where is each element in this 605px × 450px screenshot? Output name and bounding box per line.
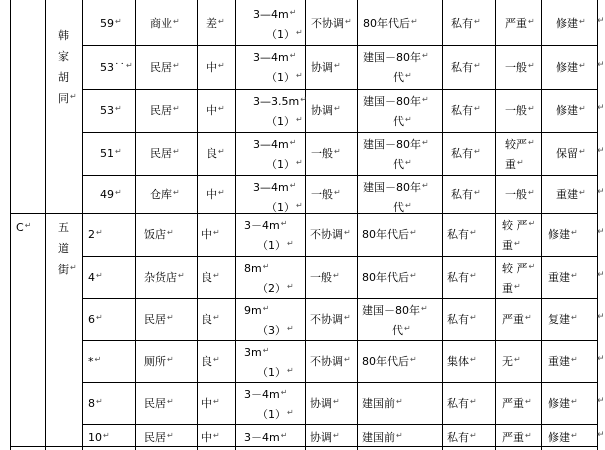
house-number: 53˙˙ ↵ (100, 56, 133, 80)
row-end-mark: ↵ (597, 187, 605, 197)
cell-era: 建国－80年 ↵ (363, 46, 429, 70)
cell-damage: 一般 ↵ (505, 183, 535, 207)
cell-height: 3—4m ↵ (253, 3, 296, 27)
ownership: 私有 ↵ (451, 183, 481, 207)
cell-damage: 重 ↵ (502, 277, 521, 301)
suggestion: 保留 ↵ (556, 142, 586, 166)
ownership: 私有 ↵ (447, 266, 477, 290)
cell-era: 建国前 ↵ (362, 392, 403, 416)
cell-damage: 重 ↵ (505, 153, 524, 177)
style-harmony: 协调 ↵ (310, 392, 340, 416)
cell-height: 3m ↵ (244, 341, 269, 365)
row-end-mark: ↵ (597, 146, 605, 156)
style-harmony: 一般 ↵ (311, 142, 341, 166)
building-quality: 中 ↵ (201, 426, 220, 450)
cell-height: （1） ↵ (257, 234, 294, 258)
cell-height: （1） ↵ (266, 66, 303, 90)
house-number: 8 ↵ (88, 392, 103, 416)
row-end-mark: ↵ (597, 270, 605, 280)
style-harmony: 协调 ↵ (311, 56, 341, 80)
cell-era: 80年代后 ↵ (362, 266, 417, 290)
house-number: 49 ↵ (100, 183, 122, 207)
building-use: 民居 ↵ (150, 142, 180, 166)
table-grid-line (82, 340, 597, 341)
street-name-char: 五 (58, 221, 69, 234)
suggestion: 复建 ↵ (548, 308, 578, 332)
suggestion: 重建 ↵ (548, 266, 578, 290)
building-use: 民居 ↵ (150, 56, 180, 80)
cell-damage: 重 ↵ (502, 234, 521, 258)
street-name-char: 同 ↵ (58, 87, 77, 111)
house-number: 59 ↵ (100, 12, 122, 36)
table-grid-line (442, 0, 443, 450)
house-number: 10 ↵ (88, 426, 110, 450)
cell-height: 3－4m ↵ (244, 383, 287, 407)
style-harmony: 不协调 ↵ (310, 350, 351, 374)
cell-era: 代 ↵ (393, 196, 412, 220)
building-quality: 良 ↵ (206, 142, 225, 166)
building-quality: 良 ↵ (201, 308, 220, 332)
cell-era: 代 ↵ (393, 66, 412, 90)
cell-era: 建国前 ↵ (362, 426, 403, 450)
style-harmony: 一般 ↵ (311, 183, 341, 207)
cell-height: （1） ↵ (266, 23, 303, 47)
cell-era: 代 ↵ (393, 110, 412, 134)
table-grid-line (82, 89, 597, 90)
cell-damage: 严重 ↵ (502, 392, 532, 416)
table-grid-line (45, 0, 46, 450)
house-number: 4 ↵ (88, 266, 103, 290)
row-end-mark: ↵ (597, 60, 605, 70)
cell-damage: 较 严 ↵ (502, 257, 535, 281)
row-end-mark: ↵ (597, 103, 605, 113)
table-grid-line (82, 0, 83, 450)
building-use: 饭店 ↵ (144, 223, 174, 247)
suggestion: 修建 ↵ (556, 56, 586, 80)
table-grid-line (495, 0, 496, 450)
table-grid-line (10, 0, 11, 450)
ownership: 私有 ↵ (447, 308, 477, 332)
cell-era: 建国－80年 ↵ (362, 299, 428, 323)
style-harmony: 不协调 ↵ (311, 12, 352, 36)
section-code: C ↵ (16, 216, 31, 240)
house-number: 6 ↵ (88, 308, 103, 332)
cell-era: 80年代后 ↵ (362, 223, 417, 247)
cell-height: （1） ↵ (257, 361, 294, 385)
cell-height: （1） ↵ (257, 403, 294, 427)
cell-height: 3－4m ↵ (244, 214, 287, 238)
suggestion: 修建 ↵ (556, 12, 586, 36)
style-harmony: 不协调 ↵ (310, 223, 351, 247)
building-use: 民居 ↵ (150, 99, 180, 123)
style-harmony: 不协调 ↵ (310, 308, 351, 332)
cell-height: （1） ↵ (266, 110, 303, 134)
cell-height: 8m ↵ (244, 257, 269, 281)
building-use: 杂货店 ↵ (144, 266, 185, 290)
cell-era: 80年代后 ↵ (363, 12, 418, 36)
building-use: 民居 ↵ (144, 308, 174, 332)
cell-height: 3—4m ↵ (253, 176, 296, 200)
cell-era: 建国－80年 ↵ (363, 176, 429, 200)
cell-damage: 一般 ↵ (505, 99, 535, 123)
table-grid-line (82, 45, 597, 46)
table-grid-line (357, 0, 358, 450)
table-grid-line (305, 0, 306, 450)
cell-damage: 无 ↵ (502, 350, 521, 374)
ownership: 私有 ↵ (451, 56, 481, 80)
cell-height: 3—4m ↵ (253, 133, 296, 157)
street-name-char: 道 (58, 242, 69, 255)
style-harmony: 协调 ↵ (311, 99, 341, 123)
ownership: 私有 ↵ (451, 12, 481, 36)
house-number: 51 ↵ (100, 142, 122, 166)
building-use: 商业 ↵ (150, 12, 180, 36)
house-number: * ↵ (88, 350, 101, 374)
cell-height: 3—3.5m ↵ (253, 90, 307, 114)
cell-damage: 较 严 ↵ (502, 214, 535, 238)
table-grid-line (82, 424, 597, 425)
row-end-mark: ↵ (597, 396, 605, 406)
building-quality: 良 ↵ (201, 266, 220, 290)
cell-era: 建国－80年 ↵ (363, 133, 429, 157)
row-end-mark: ↵ (597, 354, 605, 364)
cell-era: 代 ↵ (392, 319, 411, 343)
building-use: 仓库 ↵ (150, 183, 180, 207)
cell-height: 3－4m ↵ (244, 426, 287, 450)
ownership: 私有 ↵ (451, 99, 481, 123)
building-use: 厕所 ↵ (144, 350, 174, 374)
suggestion: 修建 ↵ (556, 99, 586, 123)
cell-height: （2） ↵ (257, 277, 294, 301)
cell-damage: 严重 ↵ (505, 12, 535, 36)
building-quality: 中 ↵ (206, 56, 225, 80)
cell-height: 3—4m ↵ (253, 46, 296, 70)
cell-era: 建国－80年 ↵ (363, 90, 429, 114)
cell-era: 80年代后 ↵ (362, 350, 417, 374)
table-grid-line (541, 0, 542, 450)
street-name-char: 胡 (58, 71, 69, 84)
ownership: 私有 ↵ (447, 426, 477, 450)
house-number: 2 ↵ (88, 223, 103, 247)
street-name-char: 韩 (58, 29, 69, 42)
building-quality: 中 ↵ (206, 99, 225, 123)
cell-damage: 严重 ↵ (502, 426, 532, 450)
table-grid-line (197, 0, 198, 450)
cell-damage: 一般 ↵ (505, 56, 535, 80)
building-quality: 中 ↵ (206, 183, 225, 207)
ownership: 私有 ↵ (447, 223, 477, 247)
cell-height: （1） ↵ (266, 153, 303, 177)
row-end-mark: ↵ (597, 16, 605, 26)
row-end-mark: ↵ (597, 430, 605, 440)
building-quality: 中 ↵ (201, 223, 220, 247)
style-harmony: 一般 ↵ (310, 266, 340, 290)
building-quality: 良 ↵ (201, 350, 220, 374)
cell-era: 代 ↵ (393, 153, 412, 177)
table-grid-line (135, 0, 136, 450)
row-end-mark: ↵ (597, 227, 605, 237)
table-grid-line (82, 382, 597, 383)
row-end-mark: ↵ (597, 312, 605, 322)
suggestion: 重建 ↵ (556, 183, 586, 207)
house-number: 53 ↵ (100, 99, 122, 123)
building-use: 民居 ↵ (144, 392, 174, 416)
suggestion: 修建 ↵ (548, 426, 578, 450)
cell-damage: 较严 ↵ (505, 133, 535, 157)
style-harmony: 协调 ↵ (310, 426, 340, 450)
ownership: 私有 ↵ (447, 392, 477, 416)
building-use: 民居 ↵ (144, 426, 174, 450)
building-quality: 差 ↵ (206, 12, 225, 36)
street-name-char: 街 ↵ (58, 258, 77, 282)
street-name-char: 家 (58, 50, 69, 63)
cell-height: 9m ↵ (244, 299, 269, 323)
suggestion: 修建 ↵ (548, 223, 578, 247)
table-grid-line (235, 0, 236, 450)
ownership: 私有 ↵ (451, 142, 481, 166)
ownership: 集体 ↵ (447, 350, 477, 374)
suggestion: 修建 ↵ (548, 392, 578, 416)
suggestion: 重建 ↵ (548, 350, 578, 374)
cell-height: （1） ↵ (266, 196, 303, 220)
cell-height: （3） ↵ (257, 319, 294, 343)
cell-damage: 严重 ↵ (502, 308, 532, 332)
building-quality: 中 ↵ (201, 392, 220, 416)
